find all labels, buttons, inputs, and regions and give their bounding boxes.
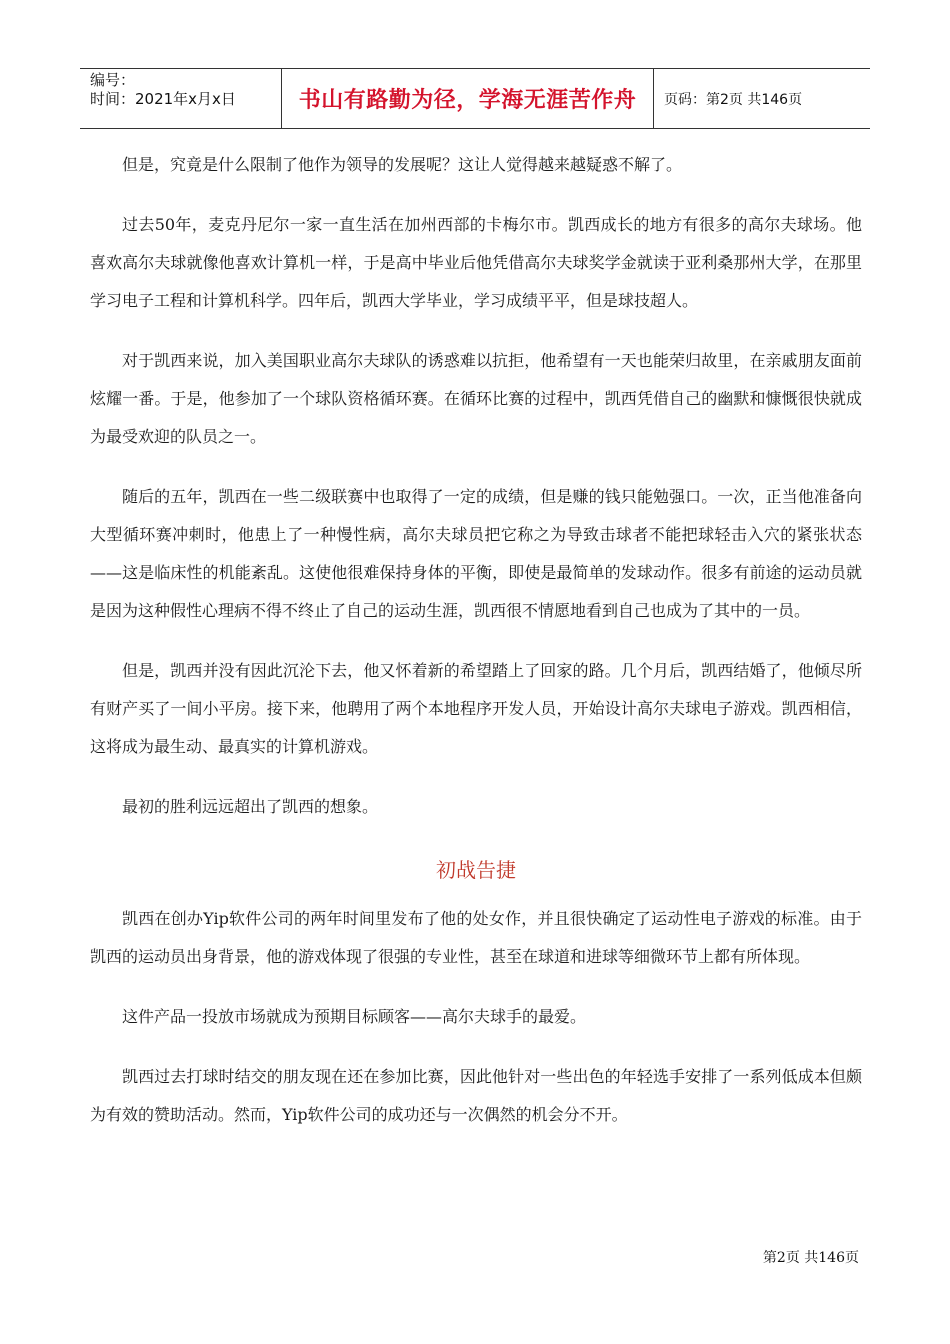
body-paragraph: 这件产品一投放市场就成为预期目标顾客——高尔夫球手的最爱。 xyxy=(122,1007,587,1026)
body-paragraph: 最初的胜利远远超出了凯西的想象。 xyxy=(122,797,379,816)
body-paragraph: 对于凯西来说，加入美国职业高尔夫球队的诱惑难以抗拒，他希望有一天也能荣归故里，在亲戚朋友面前炫耀一番。于是，他参加了一个球队资格循环赛。在循环比赛的过程中，凯西凭借自己的幽默和慷慨很快就成为最受欢迎的队员之一。 xyxy=(90,351,862,446)
body-paragraph: 过去50年，麦克丹尼尔一家一直生活在加州西部的卡梅尔市。凯西成长的地方有很多的高尔夫球场。他喜欢高尔夫球就像他喜欢计算机一样，于是高中毕业后他凭借高尔夫球奖学金就读于亚利桑那州大学，在那里学习电子工程和计算机科学。四年后，凯西大学毕业，学习成绩平平，但是球技超人。 xyxy=(90,215,862,310)
document-body xyxy=(90,146,862,1156)
section-heading: 初战告捷 xyxy=(436,858,516,882)
body-paragraph: 凯西过去打球时结交的朋友现在还在参加比赛，因此他针对一些出色的年轻选手安排了一系列低成本但颇为有效的赞助活动。然而，Yip软件公司的成功还与一次偶然的机会分不开。 xyxy=(90,1067,862,1124)
header-number-label: 编号： xyxy=(90,71,136,89)
body-paragraph: 但是，究竟是什么限制了他作为领导的发展呢？这让人觉得越来越疑惑不解了。 xyxy=(122,155,683,174)
header-motto: 书山有路勤为径，学海无涯苦作舟 xyxy=(282,69,654,128)
header-meta xyxy=(80,69,282,128)
header-page-label: 页码：第2页 共146页 xyxy=(664,91,803,108)
header-time-label: 时间：2021年x月x日 xyxy=(90,90,236,108)
body-paragraph: 但是，凯西并没有因此沉沦下去，他又怀着新的希望踏上了回家的路。几个月后，凯西结婚了，他倾尽所有财产买了一间小平房。接下来，他聘用了两个本地程序开发人员，开始设计高尔夫球电子游戏。凯西相信，这将成为最生动、最真实的计算机游戏。 xyxy=(90,661,862,756)
page-header xyxy=(80,68,870,129)
body-paragraph: 随后的五年，凯西在一些二级联赛中也取得了一定的成绩，但是赚的钱只能勉强口。一次，正当他准备向大型循环赛冲刺时，他患上了一种慢性病，高尔夫球员把它称之为导致击球者不能把球轻击入穴的紧张状态——这是临床性的机能紊乱。这使他很难保持身体的平衡，即使是最简单的发球动作。很多有前途的运动员就是因为这种假性心理病不得不终止了自己的运动生涯，凯西很不情愿地看到自己也成为了其中的一员。 xyxy=(90,487,862,620)
body-paragraph: 凯西在创办Yip软件公司的两年时间里发布了他的处女作，并且很快确定了运动性电子游戏的标准。由于凯西的运动员出身背景，他的游戏体现了很强的专业性，甚至在球道和进球等细微环节上都有所体现。 xyxy=(90,909,862,966)
page-footer: 第2页 共146页 xyxy=(762,1250,859,1266)
